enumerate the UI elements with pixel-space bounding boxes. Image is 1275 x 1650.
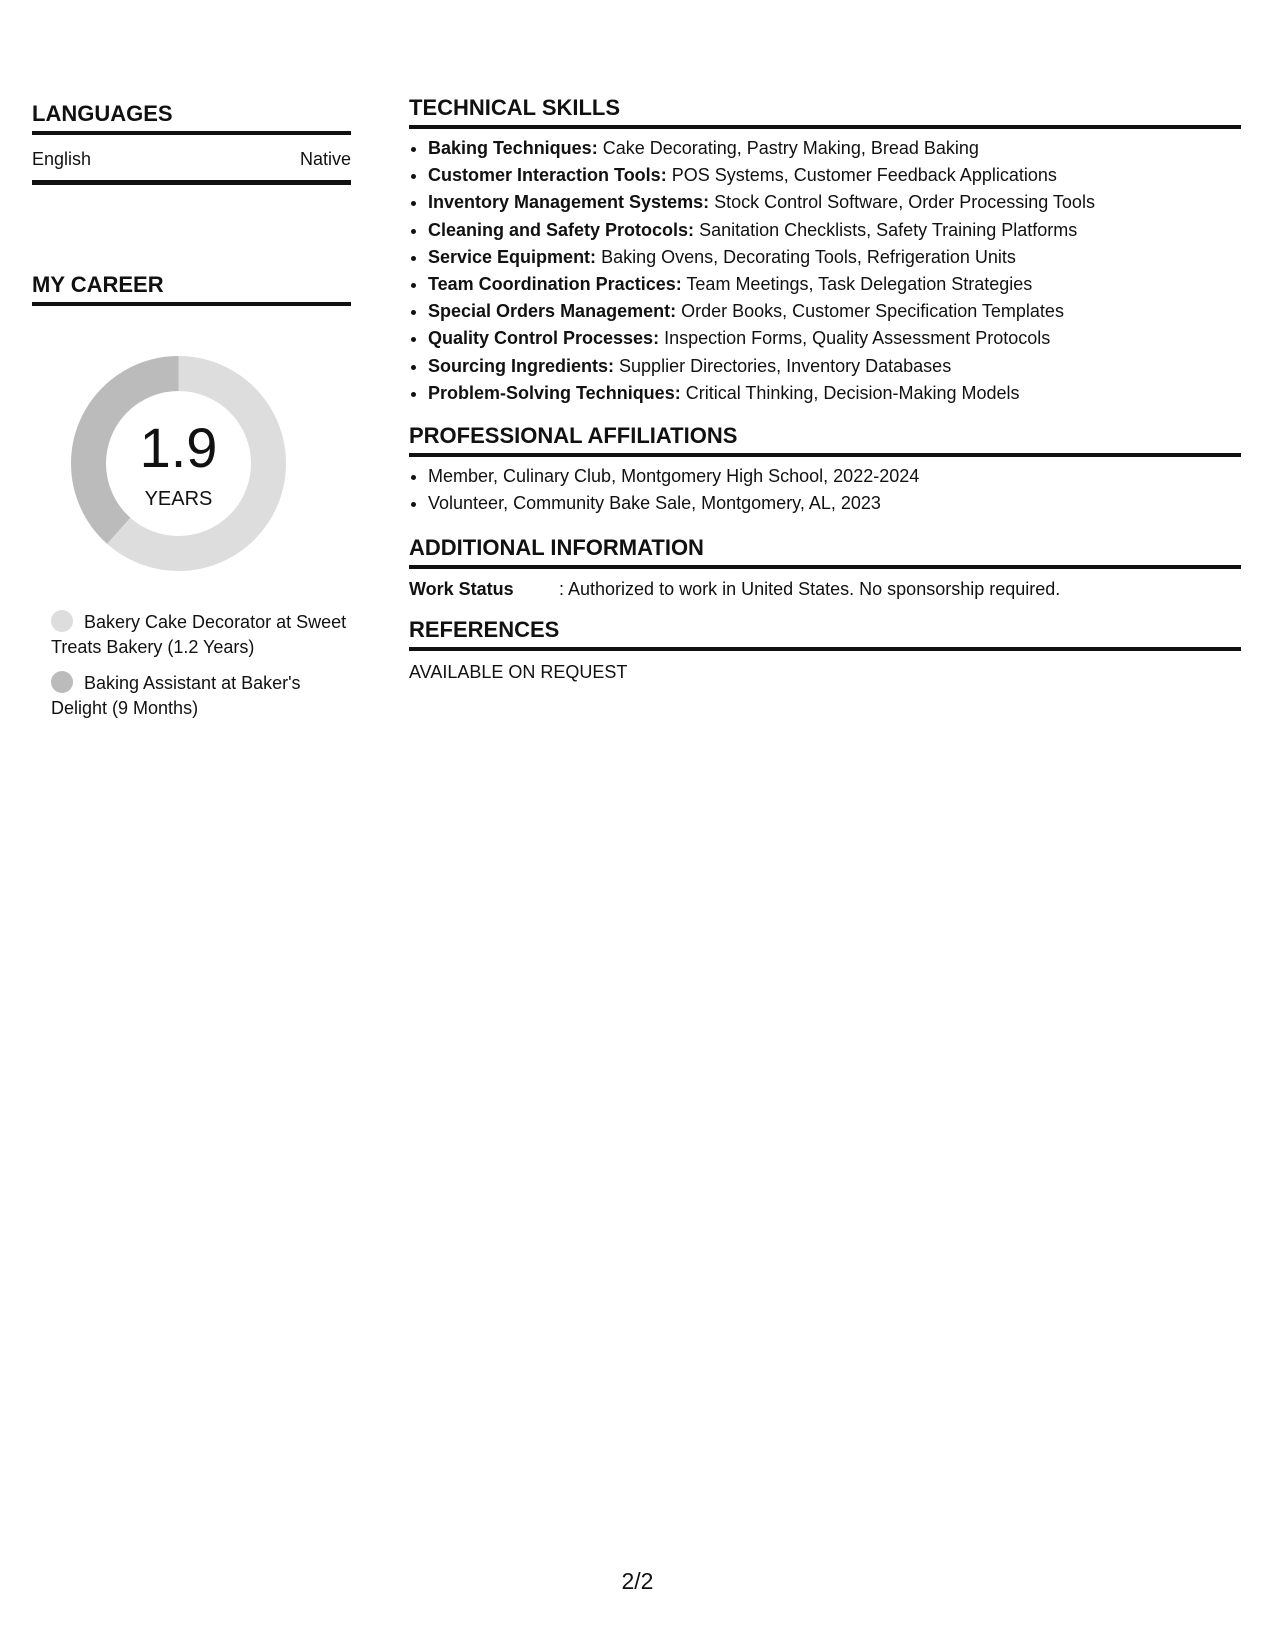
language-level: Native (299, 149, 351, 169)
skill-label: Team Coordination Practices: (428, 274, 682, 295)
technical-skills-list (409, 135, 1241, 407)
affiliation-item: • Member, Culinary Club, Montgomery High School, 2022-2024 (428, 463, 1241, 490)
skill-value: Stock Control Software, Order Processing Tools (714, 192, 1095, 213)
affiliation-item: • Volunteer, Community Bake Sale, Montgomery, AL, 2023 (428, 490, 1241, 517)
legend-dot (51, 610, 73, 632)
skill-item (428, 271, 1241, 298)
skill-item (428, 244, 1241, 271)
language-name: English (32, 149, 92, 169)
skill-value: Team Meetings, Task Delegation Strategies (686, 274, 1033, 295)
work-status-label: Work Status (409, 579, 514, 599)
skill-value: Sanitation Checklists, Safety Training Platforms (699, 219, 1078, 240)
career-item-label: Bakery Cake Decorator at Sweet Treats Bakery (1.2 Years) (51, 612, 347, 657)
career-item (51, 671, 351, 721)
skill-value: Cake Decorating, Pastry Making, Bread Baking (602, 138, 979, 158)
skill-item (428, 217, 1241, 244)
skill-item (428, 162, 1241, 189)
total-years-unit: YEARS (144, 488, 213, 510)
references-section (409, 619, 1241, 684)
skill-label: Baking Techniques: (428, 138, 598, 158)
languages-section (32, 103, 351, 185)
skill-value: Critical Thinking, Decision-Making Models (685, 382, 1020, 403)
work-status-value: : Authorized to work in United States. No sponsorship required. (559, 579, 1061, 599)
skill-value: Inspection Forms, Quality Assessment Protocols (664, 328, 1051, 349)
page-number: 2/2 (621, 1568, 654, 1594)
skill-item (428, 325, 1241, 352)
skill-item (428, 189, 1241, 216)
skill-label: Quality Control Processes: (428, 328, 660, 349)
career-section (32, 272, 351, 718)
career-heading: MY CAREER (32, 274, 351, 306)
career-donut-chart (66, 351, 291, 576)
career-item-label: Baking Assistant at Baker's Delight (9 Months) (51, 673, 301, 718)
legend-dot (51, 671, 73, 693)
skill-label: Customer Interaction Tools: (428, 165, 667, 186)
career-item (51, 610, 351, 660)
skill-label: Problem-Solving Techniques: (428, 382, 681, 403)
affiliations-list (409, 463, 1241, 517)
skill-label: Inventory Management Systems: (428, 192, 710, 213)
additional-info-heading: ADDITIONAL INFORMATION (409, 537, 1241, 569)
references-text: AVAILABLE ON REQUEST (409, 662, 628, 682)
career-list (51, 610, 351, 732)
skill-value: Supplier Directories, Inventory Databases (619, 355, 952, 376)
technical-skills-heading: TECHNICAL SKILLS (409, 97, 1241, 129)
work-status-row (409, 577, 1241, 601)
skill-value: POS Systems, Customer Feedback Applications (671, 165, 1057, 186)
skill-label: Special Orders Management: (428, 301, 677, 322)
additional-info-section (409, 537, 1241, 601)
skill-item (428, 380, 1241, 407)
languages-heading: LANGUAGES (32, 103, 351, 135)
skill-item (428, 298, 1241, 325)
language-row (32, 135, 351, 185)
affiliations-section (409, 425, 1241, 517)
affiliations-heading: PROFESSIONAL AFFILIATIONS (409, 425, 1241, 457)
skill-label: Sourcing Ingredients: (428, 355, 615, 376)
references-heading: REFERENCES (409, 619, 1241, 651)
skill-value: Order Books, Customer Specification Templates (681, 301, 1064, 322)
skill-label: Cleaning and Safety Protocols: (428, 219, 695, 240)
skill-item (428, 353, 1241, 380)
total-years-value: 1.9 (139, 416, 218, 479)
technical-skills-section (409, 97, 1241, 407)
skill-label: Service Equipment: (428, 246, 597, 267)
skill-item (428, 135, 1241, 162)
skill-value: Baking Ovens, Decorating Tools, Refrigeration Units (601, 246, 1016, 267)
